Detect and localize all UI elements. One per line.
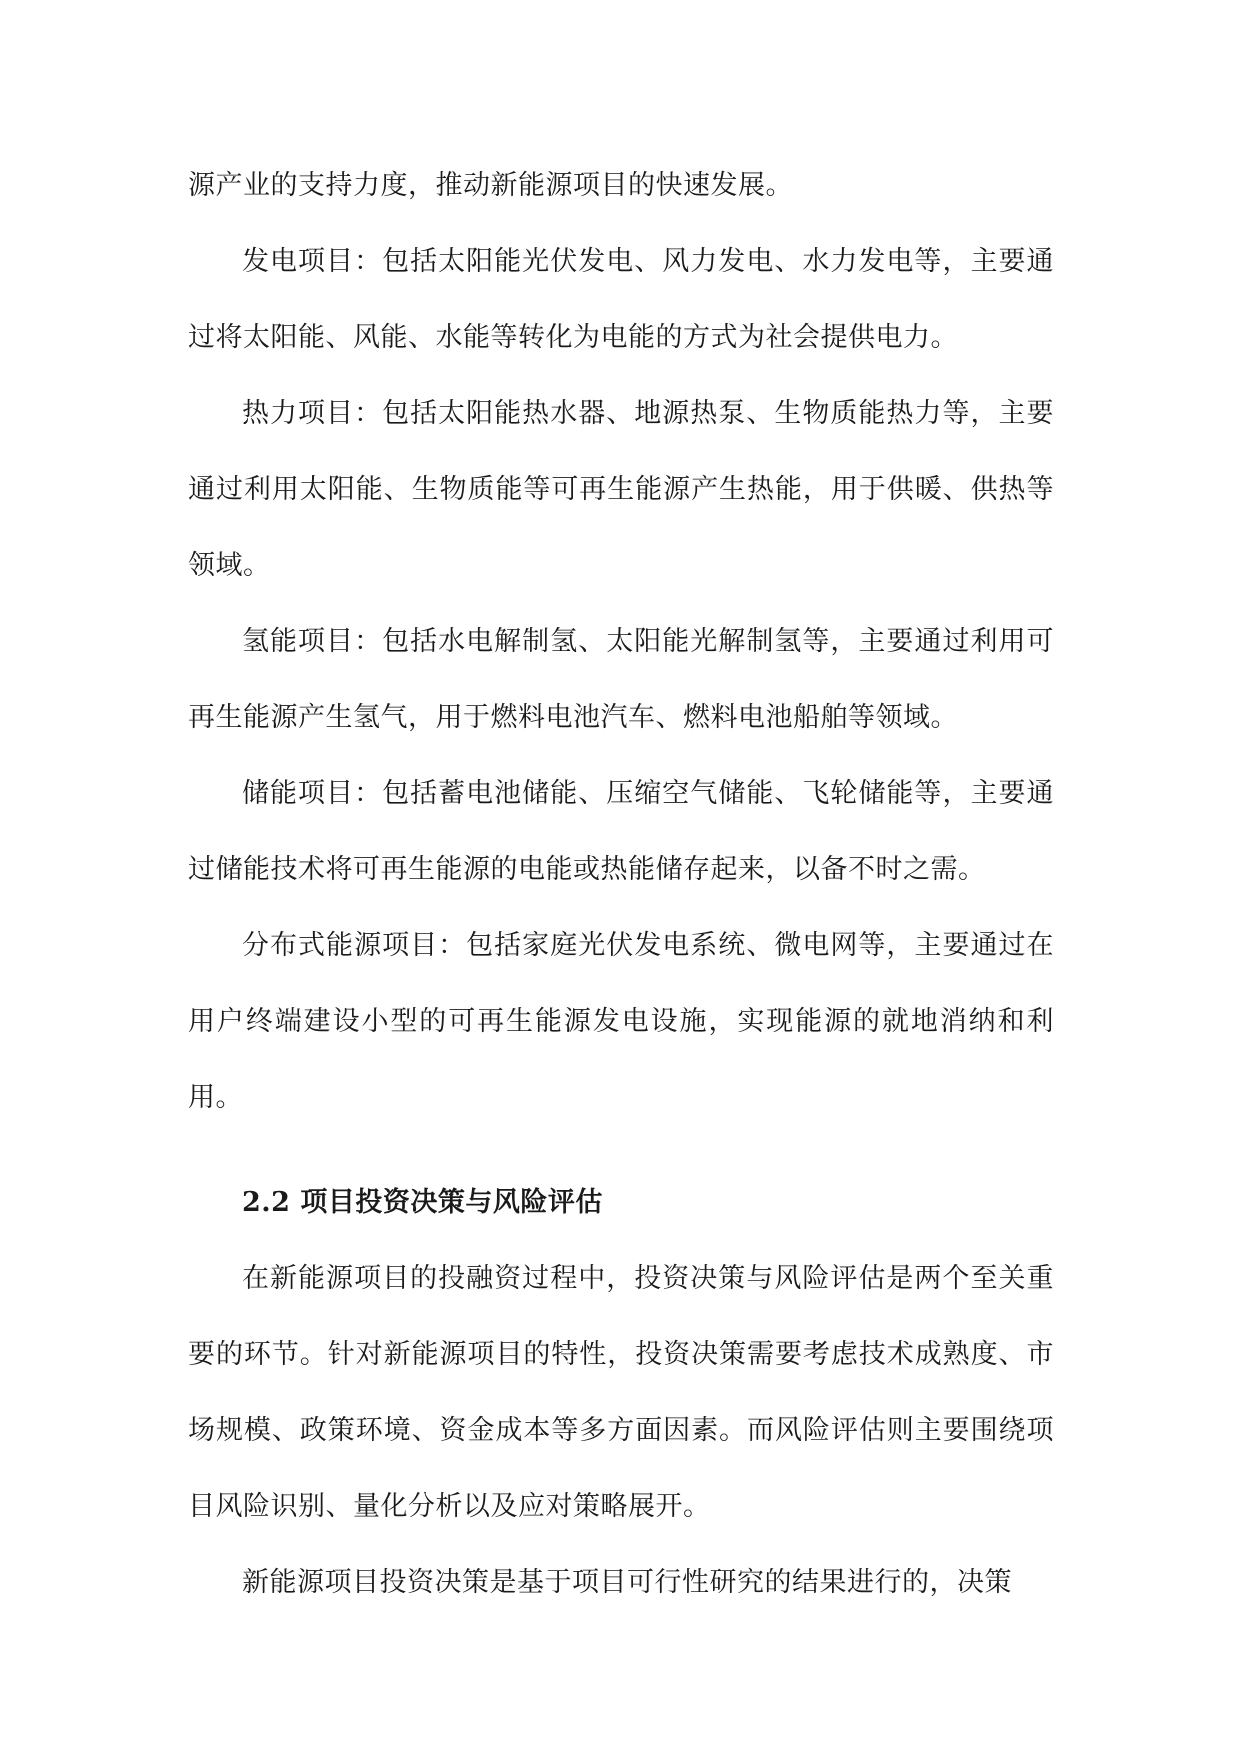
paragraph-continuation: 源产业的支持力度，推动新能源项目的快速发展。 [188, 170, 793, 201]
paragraph-hydrogen: 氢能项目：包括水电解制氢、太阳能光解制氢等，主要通过利用可再生能源产生氢气，用于燃料电池汽车、燃料电池船舶等领域。 [188, 626, 1054, 733]
paragraph-power-generation: 发电项目：包括太阳能光伏发电、风力发电、水力发电等，主要通过将太阳能、风能、水能等转化为电能的方式为社会提供电力。 [188, 246, 1054, 353]
section-heading: 2.2 项目投资决策与风险评估 [242, 1187, 603, 1218]
paragraph-storage: 储能项目：包括蓄电池储能、压缩空气储能、飞轮储能等，主要通过储能技术将可再生能源的电能或热能储存起来，以备不时之需。 [188, 778, 1054, 885]
document-page [188, 148, 1054, 1621]
paragraph-investment-decision: 新能源项目投资决策是基于项目可行性研究的结果进行的，决策 [242, 1567, 1012, 1598]
paragraph-distributed: 分布式能源项目：包括家庭光伏发电系统、微电网等，主要通过在用户终端建设小型的可再生能源发电设施，实现能源的就地消纳和利用。 [188, 930, 1054, 1113]
paragraph-investment-overview: 在新能源项目的投融资过程中，投资决策与风险评估是两个至关重要的环节。针对新能源项目的特性，投资决策需要考虑技术成熟度、市场规模、政策环境、资金成本等多方面因素。而风险评估则主要围绕项目风险识别、量化分析以及应对策略展开。 [188, 1263, 1054, 1522]
paragraph-thermal: 热力项目：包括太阳能热水器、地源热泵、生物质能热力等，主要通过利用太阳能、生物质能等可再生能源产生热能，用于供暖、供热等领域。 [188, 398, 1054, 581]
